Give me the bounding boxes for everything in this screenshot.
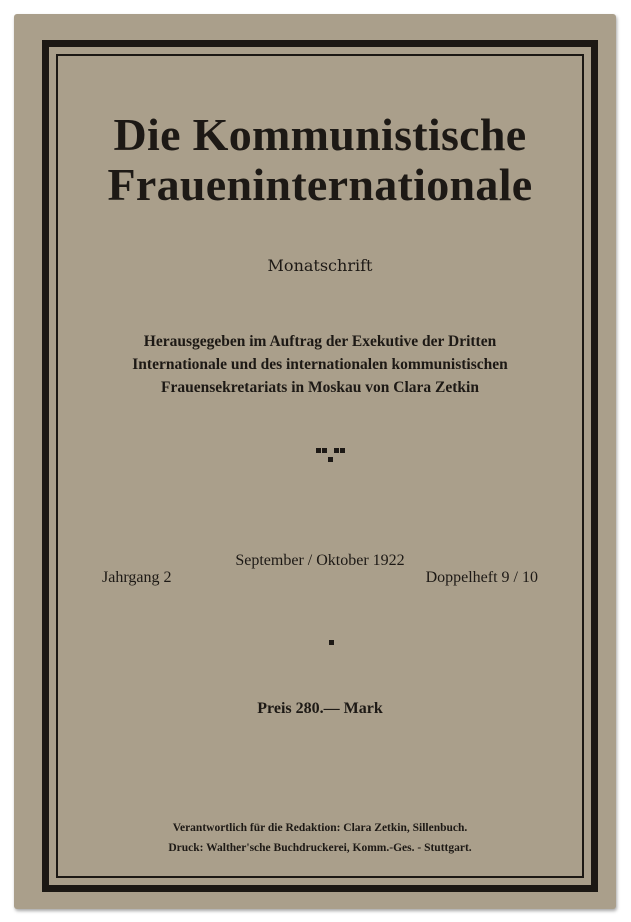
issue-date: September / Oktober 1922 <box>235 552 405 569</box>
price: Preis 280.— Mark <box>257 700 383 717</box>
magazine-cover <box>14 14 616 909</box>
subtitle: Monatschrift <box>267 256 373 275</box>
imprint-line-2: Druck: Walther'sche Buchdruckerei, Komm.-Ges. - Stuttgart. <box>168 842 472 854</box>
divider-dot-icon <box>329 640 334 645</box>
publisher-line-3: Frauensekretariats in Moskau von Clara Zetkin <box>161 379 479 396</box>
outer-border-frame <box>42 40 598 892</box>
publisher-statement <box>58 330 582 399</box>
imprint <box>58 818 582 858</box>
issue-number: Doppelheft 9 / 10 <box>425 569 538 586</box>
ornament-icon <box>316 448 346 470</box>
publisher-line-2: Internationale und des internationalen kommunistischen <box>132 356 508 373</box>
inner-border-frame <box>56 54 584 878</box>
title-line-1: Die Kommunistische <box>113 109 527 160</box>
title-line-2: Fraueninternationale <box>107 159 533 210</box>
volume-label: Jahrgang 2 <box>102 569 172 586</box>
publisher-line-1: Herausgegeben im Auftrag der Exekutive der Dritten <box>143 333 497 350</box>
imprint-line-1: Verantwortlich für die Redaktion: Clara Zetkin, Sillenbuch. <box>172 822 468 834</box>
